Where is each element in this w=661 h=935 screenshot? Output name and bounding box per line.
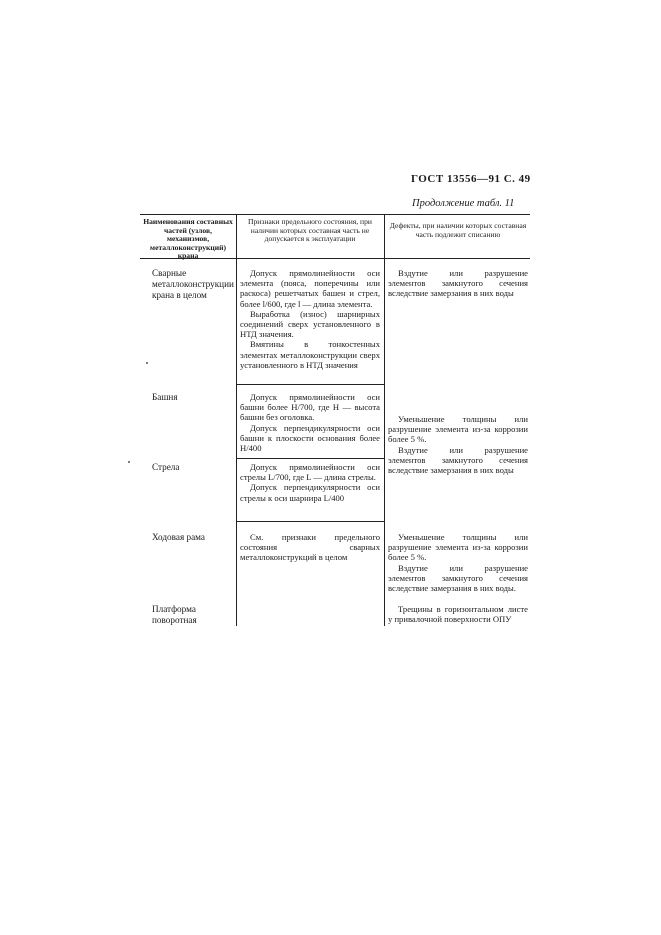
limit-state-signs (240, 392, 380, 453)
row-separator (236, 521, 384, 522)
header-defects: Дефекты, при наличии которых составная часть подлежит списанию (389, 221, 527, 239)
sign-text: Допуск прямолинейности оси башни более H/700, где H — высота башни без оголовка. (240, 392, 380, 423)
scan-speck (128, 461, 130, 463)
defect-text: Уменьшение толщины или разрушение элемента из-за коррозии более 5 %. (388, 532, 528, 563)
defect-text: Трещины в горизонтальном листе у привалочной поверхности ОПУ (388, 604, 528, 625)
defects (388, 414, 528, 475)
defect-text: Вздутие или разрушение элементов замкнутого сечения вследствие замерзания в них воды (388, 268, 528, 299)
sign-text: Допуск прямолинейности оси элемента (пояса, поперечины или раскоса) решетчатых башен и стрел, более l/600, где l — длина элемента. (240, 268, 380, 309)
scan-speck (146, 362, 148, 364)
column-divider-2 (384, 214, 385, 626)
row-name: Ходовая рама (152, 532, 205, 542)
column-divider-1 (236, 214, 237, 626)
header-component-name: Наименования составных частей (узлов, механизмов, металлоконструкций) крана (143, 217, 233, 261)
header-limit-state-signs: Признаки предельного состояния, при наличии которых составная часть не допускается к эксплуатации (248, 217, 372, 244)
limit-state-signs (240, 532, 380, 563)
sign-text: Выработка (износ) шарнирных соединений сверх установленного в НТД значения. (240, 308, 380, 340)
limit-state-signs (240, 462, 380, 503)
limit-state-signs (240, 268, 380, 370)
table-top-rule (140, 214, 530, 215)
table-continuation-label: Продолжение табл. 11 (412, 198, 515, 209)
row-name: Башня (152, 392, 178, 402)
defects (388, 532, 528, 593)
defects (388, 604, 528, 624)
row-name: Платформа поворотная (152, 604, 197, 625)
sign-text: Допуск перпендикулярности оси башни к плоскости основания более H/400 (240, 422, 380, 454)
sign-text: См. признаки предельного состояния сварных металлоконструкций в целом (240, 532, 380, 563)
sign-text: Допуск прямолинейности оси стрелы L/700, где L — длина стрелы. (240, 462, 380, 483)
page-header: ГОСТ 13556—91 С. 49 (411, 173, 531, 185)
defects (388, 268, 528, 299)
sign-text: Вмятины в тонкостенных элементах металлоконструкции сверх установленного в НТД значения (240, 339, 380, 370)
row-name: Сварные металлоконструкции крана в целом (152, 268, 234, 300)
defect-text: Уменьшение толщины или разрушение элемента из-за коррозии более 5 %. (388, 414, 528, 445)
sign-text: Допуск перпендикулярности оси стрелы к оси шарнира L/400 (240, 482, 380, 503)
defect-text: Вздутие или разрушение элементов замкнутого сечения вследствие замерзания в них воды (388, 444, 528, 476)
defect-text: Вздутие или разрушение элементов замкнутого сечения вследствие замерзания в них воды. (388, 562, 528, 594)
row-separator (236, 384, 384, 385)
row-name: Стрела (152, 462, 180, 472)
row-separator (236, 458, 384, 459)
